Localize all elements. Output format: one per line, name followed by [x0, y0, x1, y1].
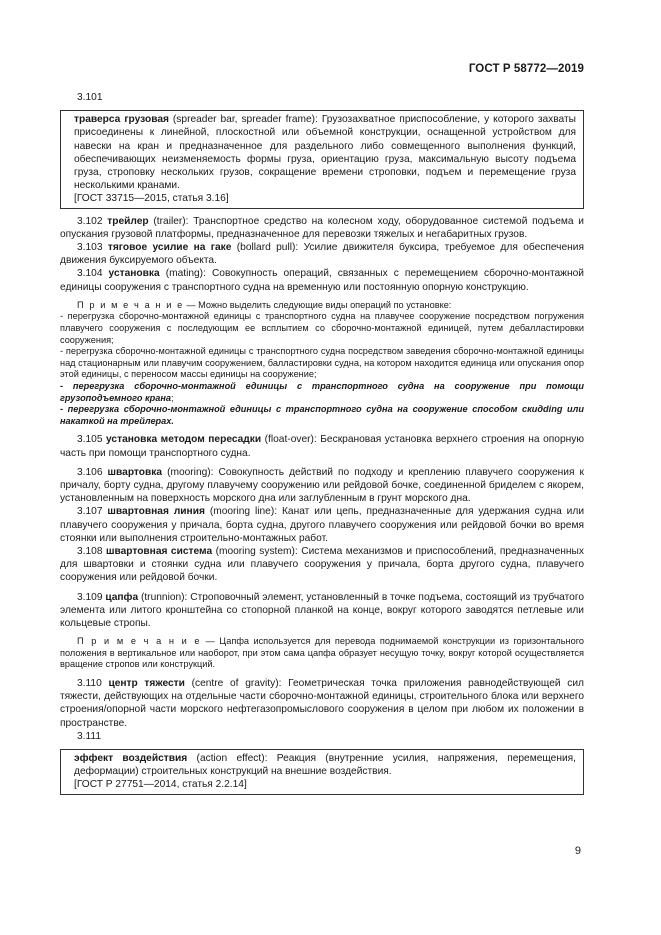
- term-3111: эффект воздействия: [74, 753, 188, 765]
- boxed-definition-3101: [60, 110, 584, 208]
- note-intro-3104: [60, 300, 584, 312]
- term-3107: швартовная линия: [107, 506, 205, 518]
- entry-number-3105: 3.105: [77, 434, 107, 446]
- term-foreign-3104: (mating):: [159, 268, 212, 280]
- entry-3105: [60, 433, 584, 459]
- entry-3104: [60, 267, 584, 293]
- entry-3108: [60, 545, 584, 585]
- entry-number-3110: 3.110: [77, 678, 109, 689]
- document-body: [60, 91, 584, 801]
- entry-3102: [60, 215, 584, 241]
- term-foreign-3111: (action effect):: [187, 753, 277, 765]
- entry-3110: [60, 677, 584, 730]
- page-number: 9: [574, 845, 581, 857]
- term-foreign-3108: (mooring system):: [212, 546, 302, 557]
- entry-3109: [60, 591, 584, 631]
- entry-3107: [60, 505, 584, 545]
- note-item-3104-3: [60, 381, 584, 404]
- entry-number-3111: 3.111: [77, 730, 101, 742]
- note-3109: [60, 636, 584, 671]
- term-foreign-3101: (spreader bar, spreader frame):: [168, 114, 322, 126]
- definition-text-3105: Бескрановая установка верхнего строения на опорную часть при помощи транспортного судна.: [60, 434, 584, 459]
- term-3106: швартовка: [107, 466, 163, 478]
- entry-number-3101: 3.101: [77, 92, 103, 103]
- standard-designation: ГОСТ Р 58772—2019: [468, 63, 584, 75]
- entry-number-3106: 3.106: [77, 466, 108, 478]
- note-label-3104: П р и м е ч а н и е: [77, 299, 184, 310]
- source-3111: [ГОСТ Р 27751—2014, статья 2.2.14]: [74, 779, 247, 791]
- note-intro-text-3104: — Можно выделить следующие виды операций по установке:: [183, 299, 452, 310]
- source-3101: [ГОСТ 33715—2015, статья 3.16]: [74, 193, 229, 205]
- definition-text-3103: Усилие движителя буксира, требуемое для обеспечения движения буксируемого объекта.: [60, 242, 584, 267]
- entry-number-3102: 3.102: [77, 215, 108, 227]
- entry-3106: [60, 466, 584, 506]
- definition-3111: [74, 752, 576, 778]
- definition-text-3104: Совокупность операций, связанных с перемещением сборочно-монтажной единицы сооружения с транспортного судна на временную или постоянную опорную конструкцию.: [60, 268, 584, 293]
- term-3110: центр тяжести: [108, 678, 185, 689]
- note-text-3109: [60, 636, 584, 671]
- term-3105: установка методом пересадки: [106, 434, 262, 446]
- entry-number-3107: 3.107: [77, 506, 108, 518]
- boxed-definition-3111: [60, 749, 584, 795]
- term-foreign-3109: (trunnion):: [138, 591, 191, 603]
- note-label-3109: П р и м е ч а н и е: [77, 636, 202, 647]
- term-foreign-3105: (float-over):: [261, 434, 321, 446]
- note-body-3109: — Цапфа используется для перевода поднимаемой конструкции из горизонтального положения в вертикальное или наоборот, при этом сама цапфа образует несущую точку, вокруг которой осуществляется вращение стропов или конструкций.: [60, 636, 584, 670]
- entry-number-3109: 3.109: [77, 591, 106, 603]
- definition-text-3106: Совокупность действий по подходу и креплению плавучего сооружения к причалу, борту судна, другому плавучему сооружению или рейдовой бочке, соединенной бриделем с якорем, установленным на поверхность морского дна или заглубленным в грунт морского дна.: [60, 466, 584, 505]
- definition-text-3101: Грузозахватное приспособление, у которого захваты присоединены к линейной, плоскостной или объемной конструкции, оснащенной устройством для навески на кран и предназначенное для раздельного либо совмещенного выполнения функций, обеспечивающих неизменяемость формы груза, ориентацию груза, максимальную высоту подъема груза, строповку нескольких грузов, сокращение времени строповки, подъем и перемещение груза несколькими кранами.: [74, 114, 576, 192]
- term-foreign-3103: (bollard pull):: [231, 242, 304, 254]
- term-3108: швартовная система: [105, 546, 213, 557]
- definition-text-3110: Геометрическая точка приложения равнодействующей сил тяжести, действующих на отдельные части сборочно-монтажной единицы, строительного блока или верхнего строения/опорной части морского нефтегазопромыслового сооружения в целом при любом их положении в пространстве.: [60, 678, 584, 729]
- entry-number-3103: 3.103: [77, 242, 108, 254]
- term-foreign-3107: (mooring line):: [204, 506, 282, 518]
- term-3104: установка: [108, 268, 160, 280]
- entry-number-3108: 3.108: [77, 546, 106, 557]
- definition-text-3111: Реакция (внутренние усилия, напряжения, перемещения, деформации) строительных конструкций на внешние воздействия.: [74, 753, 576, 778]
- term-3102: трейлер: [107, 215, 149, 227]
- note-item-3104-1: - перегрузка сборочно-монтажной единицы с транспортного судна на плавучее сооружение посредством погружения плавучего сооружения с последующим ее всплытием со сборочно-монтажной единицей, путем дебалластировки сооружения;: [60, 311, 584, 345]
- term-foreign-3106: (mooring):: [162, 466, 219, 478]
- term-foreign-3110: (centre of gravity):: [184, 678, 289, 689]
- entry-3103: [60, 241, 584, 267]
- definition-text-3108: Система механизмов и приспособлений, предназначенных для швартовки и стоянки судна или плавучего сооружения у причала, борта другого судна, плавучего сооружения или рейдовой бочки.: [60, 546, 584, 584]
- term-3109: цапфа: [105, 591, 139, 603]
- definition-text-3109: Строповочный элемент, установленный в точке подъема, состоящий из трубчатого элемента или литого кронштейна со стопорной планкой на конце, вокруг которого заводятся петлевые или кольцевые стропы.: [60, 591, 584, 630]
- note-item-3104-3-text: - перегрузка сборочно-монтажной единицы с транспортного судна на сооружение при помощи грузоподъемного крана: [60, 381, 584, 403]
- definition-text-3102: Транспортное средство на колесном ходу, оборудованное системой подъема и опускания грузовой платформы, предназначенное для перевозки тяжелых и негабаритных грузов.: [60, 215, 584, 240]
- note-item-3104-2: - перегрузка сборочно-монтажной единицы с транспортного судна посредством заведения сборочно-монтажной единицы над стационарным или плавучим сооружением, балластировки судна, на котором находится единица или опускания опор этой единицы, с переносом массы единицы на сооружение;: [60, 346, 584, 380]
- term-3103: тяговое усилие на гаке: [107, 242, 232, 254]
- note-item-3104-4: - перегрузка сборочно-монтажной единицы с транспортного судна на сооружение способом скидding или накаткой на трейлерах.: [60, 404, 584, 426]
- definition-text-3107: Канат или цепь, предназначенные для удержания судна или плавучего сооружения у причала, борта судна, другого плавучего сооружения или рейдовой бочки во время стоянки или выполнения строительно-монтажных работ.: [60, 506, 585, 544]
- term-foreign-3102: (trailer):: [148, 215, 194, 227]
- definition-3101: [74, 113, 576, 192]
- note-3104: [60, 300, 584, 428]
- note-item-3104-3-tail: ;: [171, 392, 174, 403]
- term-3101: траверса грузовая: [74, 114, 169, 126]
- entry-number-3104: 3.104: [77, 268, 109, 280]
